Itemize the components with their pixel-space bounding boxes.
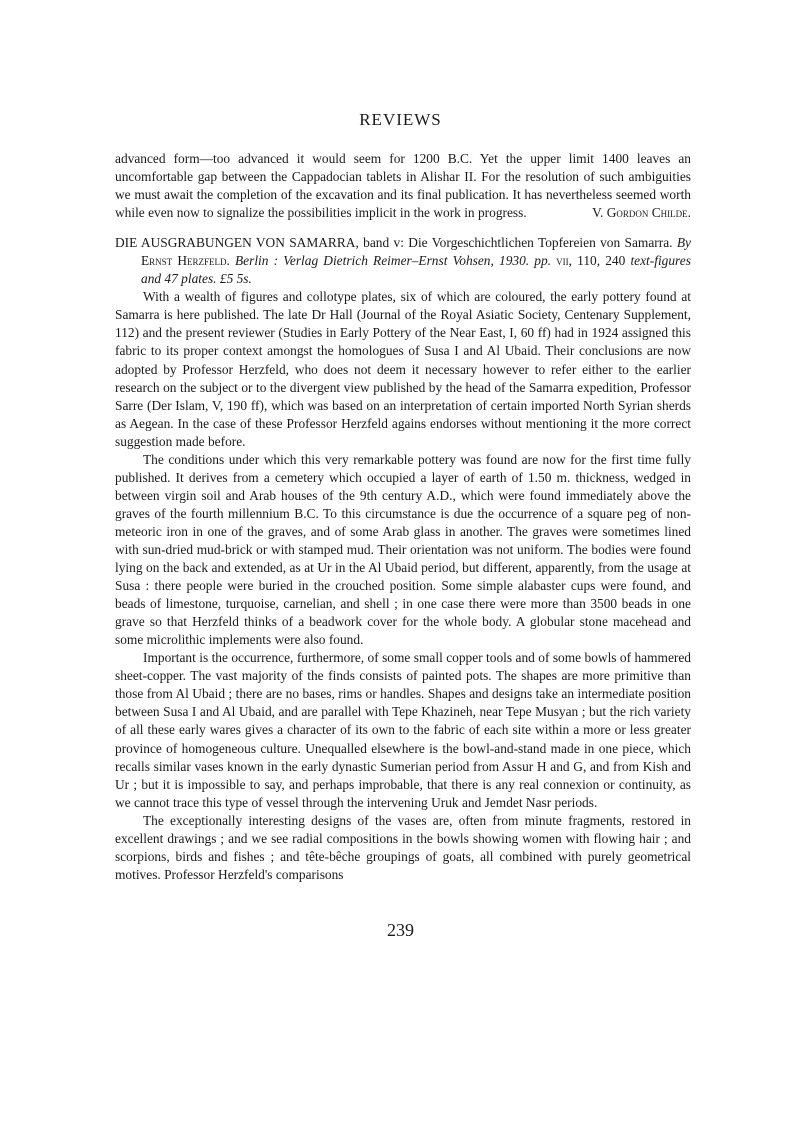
book-extent: text-figures and 47 plates. (141, 253, 691, 287)
page-body (115, 150, 691, 884)
page-number: 239 (387, 920, 414, 940)
previous-review-paragraph: advanced form—too advanced it would seem for 1200 B.C. Yet the upper limit 1400 leaves an uncomfortable gap between the Cappadocian tablets in Alishar II. For the resolution of such ambiguities we must await the completion of the excavation and its final publication. It has nevertheless seemed worth while even now to signalize the possibilities implicit in the work in progress. (115, 151, 691, 221)
review-paragraph-4: The exceptionally interesting designs of the vases are, often from minute fragments, restored in excellent drawings ; and we see radial compositions in the bowls showing women with flowing hair ; and scorpions, birds and fishes ; and tête-bêche groupings of goats, all combined with purely geometrical motives. Professor Herzfeld's comparisons (115, 812, 691, 882)
book-band: band v: (363, 235, 404, 251)
review-paragraph-3: Important is the occurrence, furthermore, of some small copper tools and of some bowls of hammered sheet-copper. The vast majority of the finds consists of painted pots. The shapes are more primitive than those from Al Ubaid ; there are no bases, rims or handles. Shapes and designs take an intermediate position between Susa I and Al Ubaid, and are parallel with Tepe Khazineh, near Tepe Musyan ; but the rich variety of all these early wares gives a character of its own to the fabric of each site within a more or less greater province of homogeneous culture. Unequalled elsewhere is the bowl-and-stand made in one piece, which recalls similar vases known in the early dynastic Sumerian period from Assur H and G, and from Kish and Ur ; but it is impossible to say, and perhaps improbable, that there is any real connexion or continuity, as we cannot trace this type of vessel through the intervening Uruk and Jemdet Nasr periods. (115, 650, 691, 810)
pages-label: pp. (534, 253, 552, 269)
book-title: DIE AUSGRABUNGEN VON SAMARRA, (115, 235, 359, 251)
book-price: £5 5s. (219, 271, 252, 287)
review-paragraph-1: With a wealth of figures and collotype plates, six of which are coloured, the early pottery found at Samarra is here published. The late Dr Hall (Journal of the Royal Asiatic Society, Centenary Supplement, 112) and the present reviewer (Studies in Early Pottery of the Near East, I, 60 ff) had in 1924 assigned this fabric to its proper context amongst the homologues of Susa I and Al Ubaid. Their conclusions are now adopted by Professor Herzfeld, who does not deem it necessary however to refer either to the earlier research on the subject or to the divergent view published by the head of the Samarra expedition, Professor Sarre (Der Islam, V, 190 ff), which was based on an interpretation of certain imported North Syrian sherds as Aegean. In the case of these Professor Herzfeld agains endorses without mentioning it the more correct suggestion made before. (115, 289, 691, 449)
review-heading (115, 234, 691, 288)
book-subtitle: Die Vorgeschichtlichen Topfereien von Samarra. (408, 235, 673, 251)
review-paragraph-2: The conditions under which this very remarkable pottery was found are now for the first time fully published. It derives from a cemetery which occupied a layer of earth of 1.50 m. thickness, wedged in between virgin soil and Arab houses of the 9th century A.D., which were found immediately above the graves of the fourth millennium B.C. To this circumstance is due the occurrence of a square peg of non-meteoric iron in one of the graves, and of some Arab glass in another. The graves were sometimes lined with sun-dried mud-brick or with stamped mud. Their orientation was not uniform. The bodies were found lying on the back and extended, as at Ur in the Al Ubaid period, but different, apparently, from the usage at Susa : there people were buried in the crouched position. Some simple alabaster cups were found, and beads of limestone, turquoise, carnelian, and shell ; in one case there were more than 3500 beads in one grave so that Herzfeld thinks of a beadwork cover for the whole body. A globular stone macehead and some microlithic implements were also found. (115, 451, 691, 648)
running-header: REVIEWS (359, 110, 442, 129)
book-publisher: Berlin : Verlag Dietrich Reimer–Ernst Vohsen, 1930. (234, 253, 530, 269)
previous-review-text (115, 150, 691, 222)
reviewer-signature: V. Gordon Childe. (592, 205, 691, 221)
previous-review-ending (115, 150, 691, 222)
book-pages: vii, 110, 240 (556, 253, 626, 269)
book-author: Ernst Herzfeld. (141, 253, 230, 269)
by-label: By (676, 235, 691, 251)
